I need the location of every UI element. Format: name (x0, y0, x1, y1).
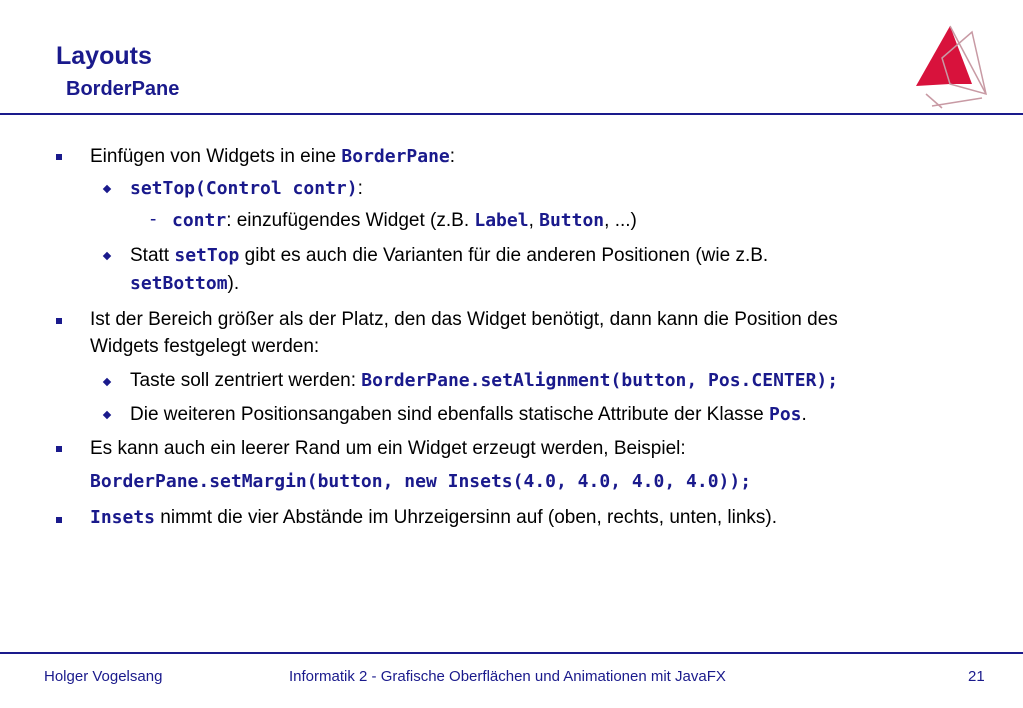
sub-sub-bullet-item (172, 209, 637, 233)
slide-title: Layouts (56, 42, 152, 70)
code-text: contr (172, 210, 227, 231)
item-text: Es kann auch ein leerer Rand um ein Widget erzeugt werden, Beispiel: (90, 438, 686, 459)
diamond-bullet-icon (103, 185, 111, 193)
code-example (90, 470, 751, 494)
code-text: BorderPane.setMargin(button, new Insets(4.0, 4.0, 4.0, 4.0)); (90, 471, 752, 492)
item-text: : (449, 146, 456, 167)
item-text: Einfügen von Widgets in eine (90, 146, 342, 167)
code-text: setTop (174, 245, 240, 266)
slide-subtitle: BorderPane (66, 78, 180, 100)
item-text: , ...) (604, 210, 637, 231)
code-text: Insets (90, 507, 156, 528)
bullet-item (90, 308, 838, 332)
bullet-item (90, 437, 686, 461)
item-text: Widgets festgelegt werden: (90, 336, 320, 357)
dash-bullet-icon: - (150, 209, 157, 230)
footer-page-number: 21 (968, 668, 985, 685)
sub-bullet-item (130, 177, 363, 201)
item-text: , (528, 210, 540, 231)
code-text: BorderPane (341, 146, 450, 167)
item-text: nimmt die vier Abstände im Uhrzeigersinn auf (oben, rechts, unten, links). (155, 507, 778, 528)
code-text: Label (474, 210, 529, 231)
sailboat-logo-icon (912, 22, 994, 114)
item-text: gibt es auch die Varianten für die anderen Positionen (wie z.B. (239, 245, 769, 266)
footer-author: Holger Vogelsang (44, 668, 163, 685)
bullet-item (90, 145, 455, 169)
code-text: BorderPane.setAlignment(button, Pos.CENTER); (361, 370, 839, 391)
sub-bullet-item (130, 244, 768, 268)
sub-bullet-continuation (130, 272, 239, 296)
bullet-item (90, 506, 777, 530)
footer-divider (0, 652, 1023, 654)
code-text: setBottom (130, 273, 228, 294)
square-bullet-icon (56, 446, 62, 452)
item-text: : einzufügendes Widget (z.B. (226, 210, 475, 231)
item-text: . (801, 404, 807, 425)
sub-bullet-item (130, 369, 838, 393)
item-text: : (357, 178, 363, 199)
footer-course: Informatik 2 - Grafische Oberflächen und Animationen mit JavaFX (289, 668, 726, 685)
square-bullet-icon (56, 517, 62, 523)
item-text: Die weiteren Positionsangaben sind ebenfalls statische Attribute der Klasse (130, 404, 769, 425)
sub-bullet-item (130, 403, 807, 427)
code-text: setTop(Control contr) (130, 178, 358, 199)
item-text: ). (227, 273, 240, 294)
code-text: Pos (769, 404, 802, 425)
code-text: Button (539, 210, 605, 231)
item-text: Statt (130, 245, 175, 266)
diamond-bullet-icon (103, 252, 111, 260)
diamond-bullet-icon (103, 378, 111, 386)
diamond-bullet-icon (103, 411, 111, 419)
bullet-continuation (90, 335, 319, 359)
item-text: Ist der Bereich größer als der Platz, den das Widget benötigt, dann kann die Position des (90, 309, 838, 330)
square-bullet-icon (56, 318, 62, 324)
item-text: Taste soll zentriert werden: (130, 370, 362, 391)
header-divider (0, 113, 1023, 115)
square-bullet-icon (56, 154, 62, 160)
